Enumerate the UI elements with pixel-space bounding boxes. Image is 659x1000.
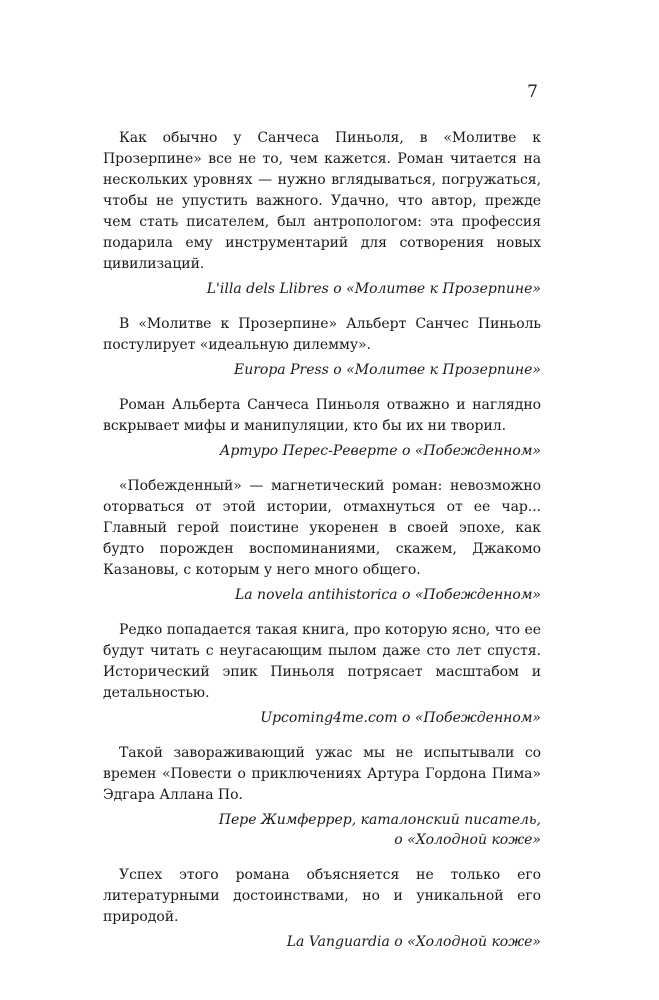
quote-source-line: о «Холодной коже» (394, 832, 541, 848)
review-quotes-list (103, 128, 541, 967)
quote-source-line: Артуро Перес-Реверте о «Побежденном» (219, 443, 541, 459)
quote-source (103, 360, 541, 380)
quote-source (103, 279, 541, 299)
quote-source-line: L'illa dels Llibres о «Молитве к Прозерпине» (206, 281, 541, 297)
quote-source (103, 585, 541, 605)
quote-source-line: Europa Press о «Молитве к Прозерпине» (233, 362, 541, 378)
quote-source (103, 932, 541, 952)
quote-text: Такой завораживающий ужас мы не испытывали со времен «Повести о приключениях Артура Гордона Пима» Эдгара Аллана По. (103, 745, 541, 803)
quote-source-line: La novela antihistorica о «Побежденном» (234, 587, 541, 603)
quote-source-line: Upcoming4me.com о «Побежденном» (260, 710, 541, 726)
review-quote (103, 314, 541, 380)
quote-source (103, 441, 541, 461)
quote-source (103, 810, 541, 850)
quote-text: Редко попадается такая книга, про которую ясно, что ее будут читать с неугасающим пылом даже сто лет спустя. Исторический эпик Пиньоля потрясает масштабом и детальностью. (103, 622, 541, 701)
review-quote (103, 395, 541, 461)
review-quote (103, 476, 541, 605)
review-quote (103, 865, 541, 952)
review-quote (103, 620, 541, 728)
quote-source-line: Пере Жимферрер, каталонский писатель, (218, 812, 541, 828)
review-quote (103, 743, 541, 850)
page-number: 7 (527, 82, 538, 102)
quote-text: Роман Альберта Санчеса Пиньоля отважно и наглядно вскрывает мифы и манипуляции, кто бы их ни творил. (103, 397, 541, 434)
quote-text: «Побежденный» — магнетический роман: невозможно оторваться от этой истории, отмахнуться от ее чар... Главный герой поистине укоренен в своей эпохе, как будто порожден воспоминаниями, скажем, Джакомо Казановы, с которым у него много общего. (103, 478, 541, 578)
quote-text: В «Молитве к Прозерпине» Альберт Санчес Пиньоль постулирует «идеальную дилемму». (103, 316, 541, 353)
quote-text: Успех этого романа объясняется не только его литературными достоинствами, но и уникальной его природой. (103, 867, 541, 925)
quote-text: Как обычно у Санчеса Пиньоля, в «Молитве к Прозерпине» все не то, чем кажется. Роман читается на нескольких уровнях — нужно вглядываться, погружаться, чтобы не упустить важного. Удачно, что автор, прежде чем стать писателем, был антропологом: эта профессия подарила ему инструментарий для сотворения новых цивилизаций. (103, 130, 541, 272)
quote-source (103, 708, 541, 728)
review-quote (103, 128, 541, 299)
quote-source-line: La Vanguardia о «Холодной коже» (286, 934, 541, 950)
